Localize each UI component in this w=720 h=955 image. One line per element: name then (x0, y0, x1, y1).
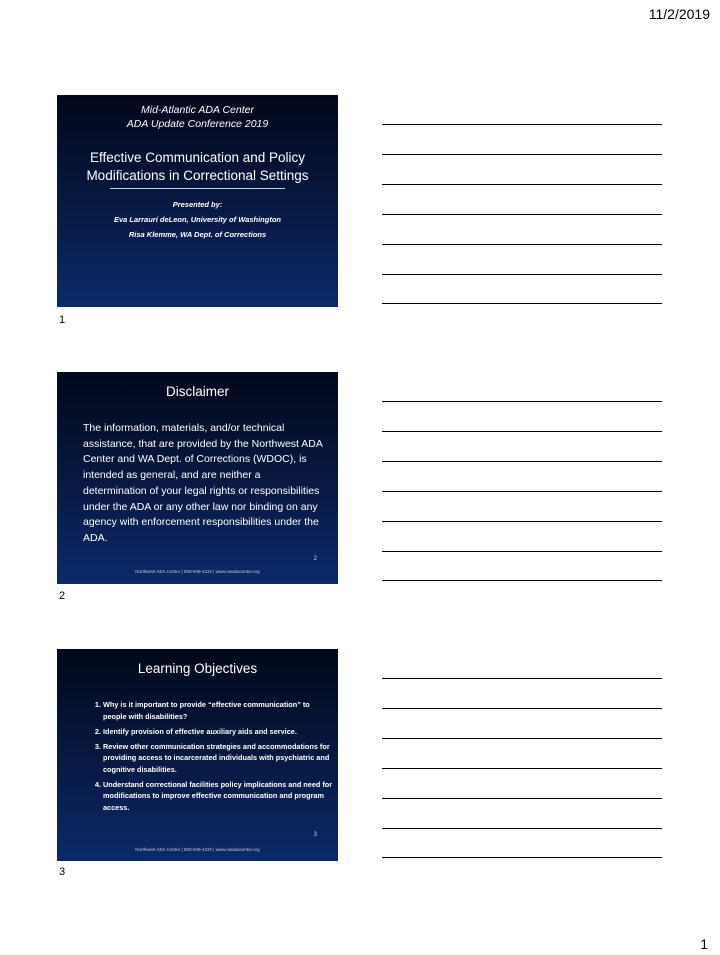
slide-2-footer: Northwest ADA Center | 800-949-4232 | www.nwadacenter.org (135, 569, 260, 574)
print-date: 11/2/2019 (648, 6, 710, 22)
list-item: 1. Why is it important to provide “effective communication” to people with disabilities? (103, 699, 333, 722)
disclaimer-text: The information, materials, and/or technical assistance, that are provided by the Northwest ADA Center and WA Dept. of Corrections (WDOC), is intended as general, and are neither a determination of your legal rights or responsibilities under the ADA or any other law nor binding on any agency with enforcement responsibilities under the ADA. (83, 422, 323, 544)
slide-2-title: Disclaimer (165, 384, 229, 399)
slide-label-2: 2 (59, 590, 66, 602)
slide-1-title: Effective Communication and Policy Modifications in Correctional Settings (86, 150, 309, 183)
list-item: 4. Understand correctional facilities policy implications and need for modifications to improve effective communication and program access. (103, 779, 333, 814)
slide-label-1: 1 (59, 314, 66, 326)
slide-1-thumbnail (57, 95, 338, 307)
title-divider (110, 188, 285, 189)
objectives-list (85, 699, 333, 817)
slide-label-3: 3 (59, 866, 66, 878)
list-item: 3. Review other communication strategies and accommodations for providing access to incarcerated individuals with psychiatric and cognitive disabilities. (103, 741, 333, 776)
slide-3-title: Learning Objectives (137, 661, 258, 676)
slide-3-thumbnail (57, 649, 338, 861)
slide-2-number: 2 (313, 556, 317, 562)
page-number: 1 (700, 936, 708, 952)
slide-1-subtitle: Mid-Atlantic ADA Center ADA Update Conference 2019 (126, 104, 269, 130)
slide-3-number: 3 (313, 832, 317, 838)
slide-2-thumbnail (57, 372, 338, 584)
presenters: Presented by: Eva Larraurí deLeon, University of Washington Risa Klemme, WA Dept. of Corrections (114, 200, 281, 239)
slide-3-footer: Northwest ADA Center | 800-949-4232 | www.nwadacenter.org (135, 847, 260, 852)
list-item: 2. Identify provision of effective auxiliary aids and service. (103, 726, 333, 738)
